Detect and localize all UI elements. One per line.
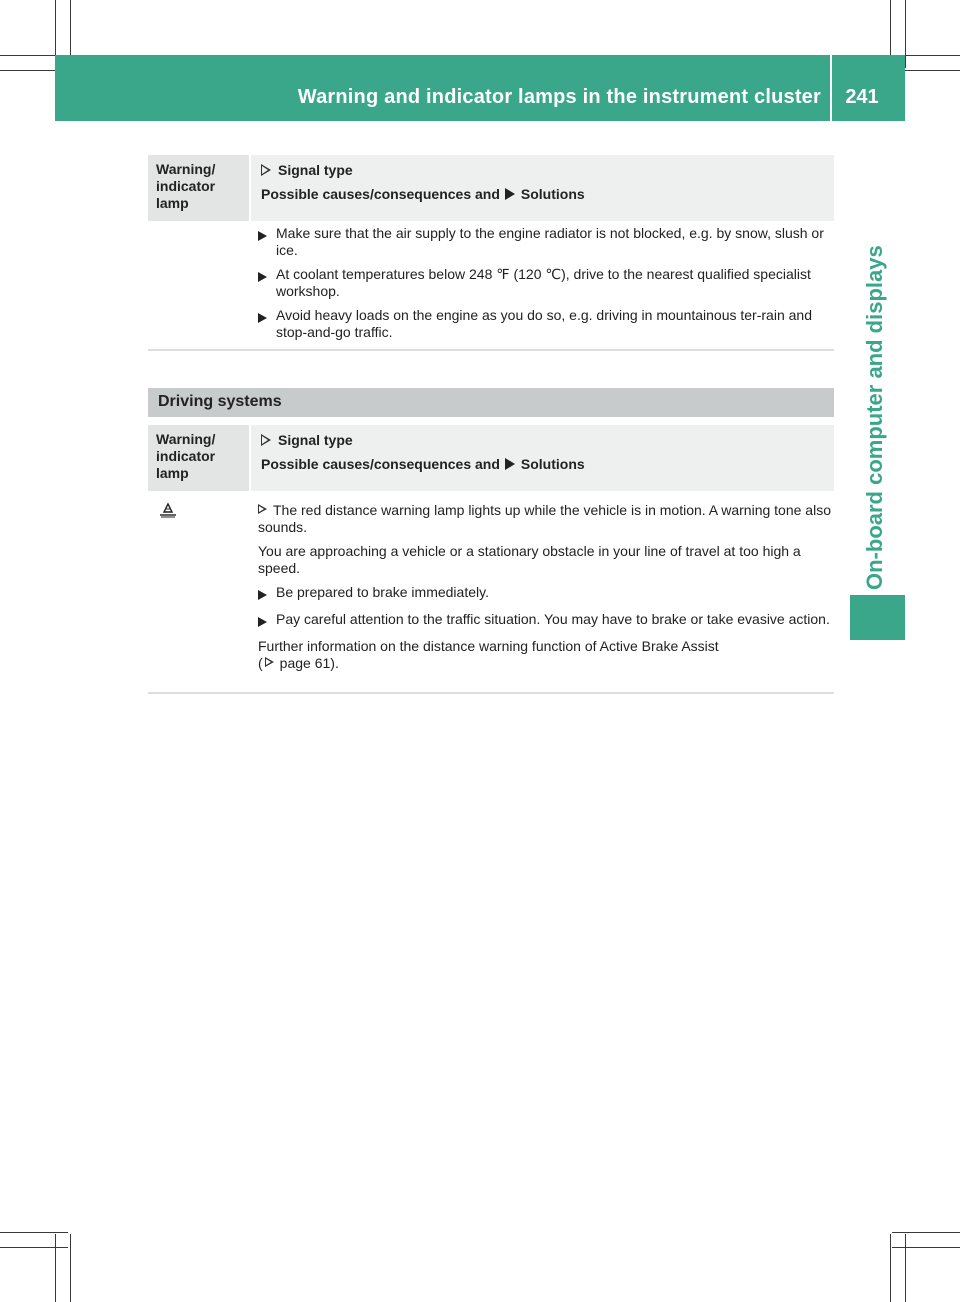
causes-label: Possible causes/consequences and (261, 455, 500, 472)
table-header (148, 155, 834, 221)
chapter-tab-marker (850, 595, 905, 640)
signal-type-icon (261, 434, 271, 446)
crop-mark (892, 1247, 960, 1248)
col-label-line: Warning/ (156, 161, 216, 177)
list-item (258, 611, 833, 631)
causes-label: Possible causes/consequences and (261, 185, 500, 202)
header-description-col (251, 425, 834, 491)
header-warning-lamp-col (148, 425, 249, 491)
col-label-line: indicator (156, 448, 216, 464)
signal-type-label: Signal type (278, 431, 353, 448)
signal-description (258, 502, 833, 536)
list-item (258, 584, 833, 604)
action-arrow-icon (258, 272, 267, 282)
action-arrow-icon (258, 231, 267, 241)
signal-type-icon (258, 504, 267, 514)
col-label-line: indicator (156, 178, 216, 194)
list-item-text: Be prepared to brake immediately. (276, 584, 489, 600)
chapter-side-label: On-board computer and displays (862, 245, 887, 590)
signal-type-label: Signal type (278, 161, 353, 178)
crop-mark (0, 1247, 68, 1248)
crop-mark (55, 1234, 56, 1302)
table-divider (148, 692, 834, 694)
col-label-line: lamp (156, 465, 189, 481)
signal-text: The red distance warning lamp lights up while the vehicle is in motion. A warning tone also sounds. (258, 502, 831, 535)
solutions-arrow-icon (505, 458, 515, 470)
table-header (148, 425, 834, 491)
header-description-col (251, 155, 834, 221)
solutions-label: Solutions (520, 455, 585, 472)
solutions-label: Solutions (520, 185, 585, 202)
solutions-arrow-icon (505, 188, 515, 200)
list-item (258, 307, 833, 341)
crop-mark (70, 1234, 71, 1302)
crop-mark (892, 1232, 960, 1233)
table-divider (148, 349, 834, 351)
crop-mark (890, 1234, 891, 1302)
crop-mark (905, 1234, 906, 1302)
header-warning-lamp-col (148, 155, 249, 221)
list-item-text: Avoid heavy loads on the engine as you do so, e.g. driving in mountainous ter-rain and stop-and-go traffic. (276, 307, 812, 340)
action-arrow-icon (258, 313, 267, 323)
distance-warning-lamp-icon (158, 502, 178, 518)
further-info (258, 638, 833, 672)
list-item (258, 225, 833, 259)
table-row-content (258, 225, 833, 348)
further-info-text: Further information on the distance warning function of Active Brake Assist (258, 638, 719, 654)
list-item-text: At coolant temperatures below 248 ℉ (120 ℃), drive to the nearest qualified specialist workshop. (276, 266, 811, 299)
list-item (258, 266, 833, 300)
cause-text: You are approaching a vehicle or a stationary obstacle in your line of travel at too high a speed. (258, 543, 801, 576)
action-arrow-icon (258, 590, 267, 600)
list-item-text: Pay careful attention to the traffic situation. You may have to brake or take evasive action. (276, 611, 830, 627)
section-title: Driving systems (158, 393, 282, 410)
page-reference-link[interactable]: page 61). (279, 655, 339, 671)
page-ref-icon (265, 657, 274, 667)
signal-type-icon (261, 164, 271, 176)
table-row-content (258, 502, 833, 679)
col-label-line: Warning/ (156, 431, 216, 447)
list-item-text: Make sure that the air supply to the engine radiator is not blocked, e.g. by snow, slush or ice. (276, 225, 824, 258)
col-label-line: lamp (156, 195, 189, 211)
crop-mark (905, 0, 906, 68)
crop-mark (0, 1232, 68, 1233)
action-arrow-icon (258, 617, 267, 627)
page-ref-paren: ( (258, 655, 263, 671)
page-title: Warning and indicator lamps in the instrument cluster (297, 86, 821, 108)
page-number: 241 (845, 86, 879, 108)
